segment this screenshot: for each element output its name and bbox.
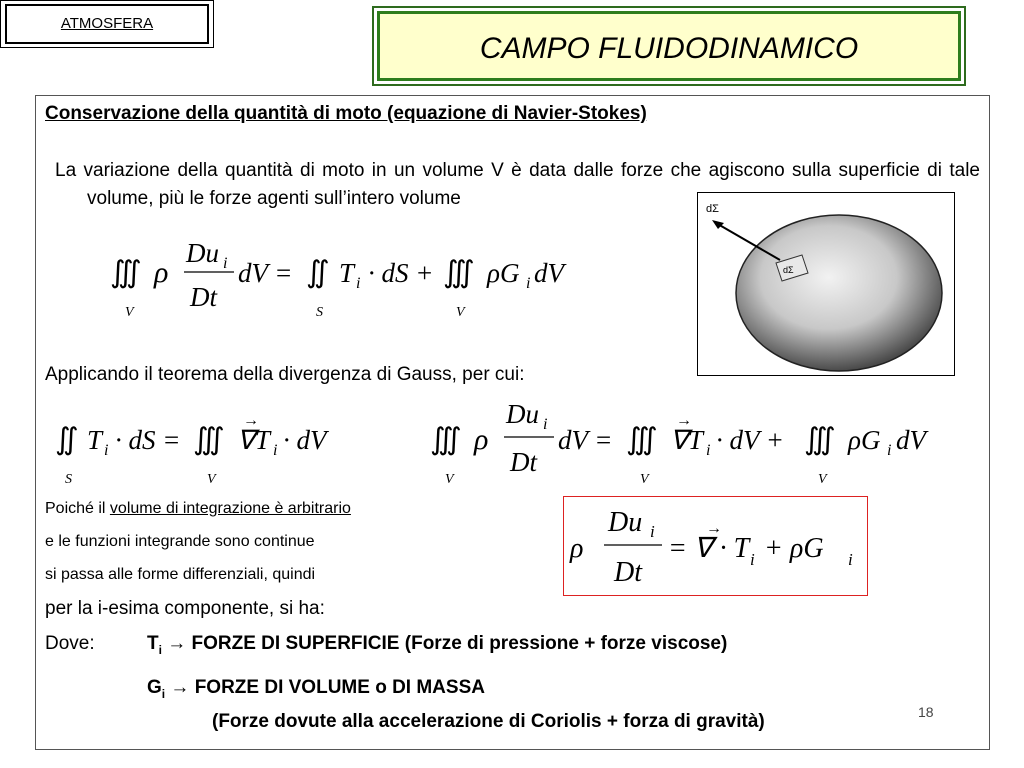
arrow-icon: →: [170, 677, 190, 698]
dt-den-2: Dt: [510, 447, 537, 477]
triple-integral-5: ∭: [626, 423, 658, 456]
triple-integral-6: ∭: [804, 423, 836, 456]
differential-equation-svg: [564, 497, 867, 595]
gauss-equation: [55, 405, 355, 485]
limit-v-2: V: [456, 305, 465, 318]
limit-v-6: V: [818, 472, 827, 485]
g-label: G: [147, 677, 162, 698]
section-tag: [0, 0, 214, 48]
limit-v-5: V: [640, 472, 649, 485]
gauss-equation-svg: [55, 405, 355, 485]
rhs2: ρG: [487, 258, 520, 288]
rhs2-sub: i: [526, 275, 531, 292]
combined-rhs: ∇T: [670, 425, 704, 455]
du-sub: i: [223, 255, 228, 272]
control-volume-figure: [697, 192, 955, 376]
combined-last-sub: i: [887, 442, 892, 459]
du-num-2: Du: [506, 399, 539, 429]
combined-equation-svg: [430, 395, 950, 485]
limit-v-4: V: [445, 472, 454, 485]
diff-plus: + ρG: [764, 533, 824, 564]
limit-v-1: V: [125, 305, 134, 318]
du-sub-2: i: [543, 416, 548, 433]
vector-arrow-3: →: [706, 520, 722, 537]
t-sub: i: [158, 642, 162, 657]
g-sub: i: [161, 686, 166, 701]
sphere-shape: [736, 215, 942, 371]
gauss-rhs-rest: · dV: [283, 425, 327, 455]
gauss-rhs-sub: i: [273, 442, 278, 459]
diff-num: Du: [608, 507, 643, 538]
slide-title: CAMPO FLUIDODINAMICO: [479, 32, 859, 65]
section-heading: Conservazione della quantità di moto (equazione di Navier-Stokes): [45, 103, 647, 124]
diff-rhs-sub: i: [750, 550, 755, 569]
section-tag-border: [5, 4, 209, 44]
gauss-lhs-sub: i: [104, 442, 109, 459]
line1-underlined: volume di integrazione è arbitrario: [109, 500, 351, 517]
arrow-icon: →: [167, 633, 187, 654]
double-integral-2: ∬: [55, 423, 79, 456]
continuous-functions-line: e le funzioni integrande sono continue: [45, 533, 315, 550]
combined-rhs-rest: · dV +: [716, 425, 784, 455]
component-line: per la i-esima componente, si ha:: [45, 598, 325, 619]
triple-integral-1: ∭: [110, 256, 142, 289]
limit-s-2: S: [65, 472, 72, 485]
combined-equation: [430, 395, 950, 485]
gauss-text: Applicando il teorema della divergenza di Gauss, per cui:: [45, 364, 525, 385]
rho-1: ρ: [154, 256, 169, 289]
lhs-rest: dV =: [238, 258, 293, 288]
dt-den: Dt: [190, 282, 217, 312]
diff-rho: ρ: [570, 533, 584, 564]
g-note: (Forze dovute alla accelerazione di Coriolis + forza di gravità): [212, 711, 765, 732]
rhs2-rest: dV: [534, 258, 564, 288]
arbitrary-volume-line: [45, 500, 351, 518]
rho-2: ρ: [474, 423, 489, 456]
t-definition: [147, 633, 727, 657]
intro-text: La variazione della quantità di moto in un volume V è data dalle forze che agiscono sulla superficie di tale volume, più le forze agenti sull’intero volume: [55, 160, 980, 209]
vector-arrow-2: →: [676, 412, 692, 429]
gauss-mid: · dS =: [115, 425, 181, 455]
du-num: Du: [186, 238, 219, 268]
sphere-svg: [698, 193, 954, 375]
triple-integral-2: ∭: [443, 256, 475, 289]
rhs1: T: [339, 258, 355, 288]
inner-label: dΣ: [783, 265, 794, 275]
dove-label: Dove:: [45, 633, 95, 654]
combined-mid: dV =: [558, 425, 613, 455]
slide-number: 18: [918, 704, 934, 720]
g-definition: [147, 677, 485, 701]
rhs1-sub: i: [356, 275, 361, 292]
combined-last: ρG: [848, 425, 881, 455]
gauss-rhs: ∇T: [237, 425, 271, 455]
triple-integral-4: ∭: [430, 423, 462, 456]
integral-equation: [110, 238, 580, 318]
differential-equation-box: [563, 496, 868, 596]
t-label: T: [147, 633, 159, 654]
limit-s-1: S: [316, 305, 323, 318]
diff-rhs: = ∇ · T: [668, 533, 750, 564]
title-box: [372, 6, 966, 86]
gauss-lhs: T: [87, 425, 103, 455]
vector-arrow-1: →: [243, 412, 259, 429]
outer-label: dΣ: [706, 203, 719, 215]
section-tag-label: ATMOSFERA: [60, 15, 154, 32]
line1-prefix: Poiché il: [45, 500, 110, 517]
integral-equation-svg: [110, 238, 580, 318]
double-integral-1: ∬: [306, 256, 330, 289]
combined-rhs-sub: i: [706, 442, 711, 459]
limit-v-3: V: [207, 472, 216, 485]
diff-num-sub: i: [650, 522, 655, 541]
combined-last-rest: dV: [896, 425, 926, 455]
diff-last-sub: i: [848, 550, 853, 569]
rhs1-rest: · dS +: [368, 258, 434, 288]
title-box-inner: [377, 11, 961, 81]
t-description: FORZE DI SUPERFICIE (Forze di pressione + forze viscose): [191, 633, 728, 654]
diff-den: Dt: [614, 557, 642, 588]
triple-integral-3: ∭: [193, 423, 225, 456]
differential-forms-line: si passa alle forme differenziali, quindi: [45, 566, 316, 583]
g-description: FORZE DI VOLUME o DI MASSA: [194, 677, 485, 698]
